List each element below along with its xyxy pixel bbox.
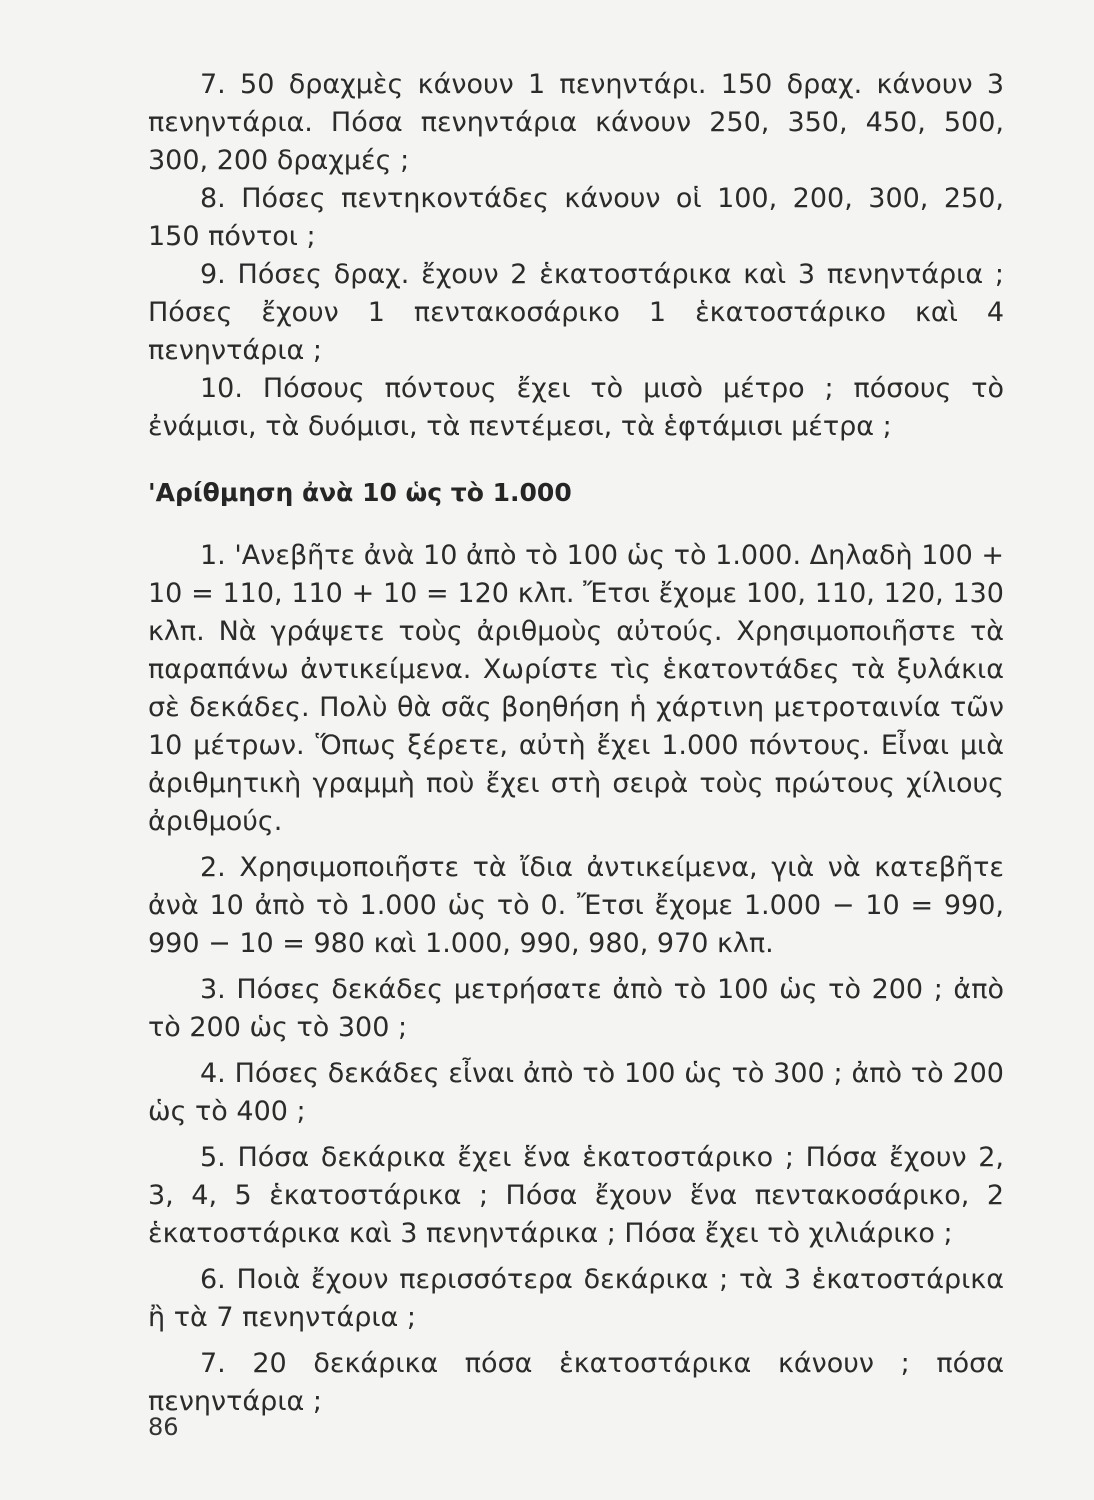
exercise-3-tens: 3. Πόσες δεκάδες μετρήσατε ἀπὸ τὸ 100 ὡς τὸ 200 ; ἀπὸ τὸ 200 ὡς τὸ 300 ;	[148, 974, 1004, 1043]
section-heading: 'Αρίθμηση ἀνὰ 10 ὡς τὸ 1.000	[148, 478, 572, 507]
exercise-9-drachmas: 9. Πόσες δραχ. ἔχουν 2 ἑκατοστάρικα καὶ 3 πενηντάρια ; Πόσες ἔχουν 1 πεντακοσάρικο 1 ἑκατοστάρικο καὶ 4 πενηντάρια ;	[148, 259, 1004, 366]
exercises-section-top	[148, 66, 1004, 446]
page-number: 86	[148, 1413, 179, 1441]
exercise-8-fifties: 8. Πόσες πεντηκοντάδες κάνουν οἱ 100, 200, 300, 250, 150 πόντοι ;	[148, 183, 1004, 252]
exercise-7-money: 7. 50 δραχμὲς κάνουν 1 πενηντάρι. 150 δραχ. κάνουν 3 πενηντάρια. Πόσα πενηντάρια κάνουν 250, 350, 450, 500, 300, 200 δραχμές ;	[148, 69, 1004, 176]
exercise-4-tens: 4. Πόσες δεκάδες εἶναι ἀπὸ τὸ 100 ὡς τὸ 300 ; ἀπὸ τὸ 200 ὡς τὸ 400 ;	[148, 1058, 1004, 1127]
exercise-1-count-up: 1. 'Ανεβῆτε ἀνὰ 10 ἀπὸ τὸ 100 ὡς τὸ 1.000. Δηλαδὴ 100 + 10 = 110, 110 + 10 = 120 κλπ. Ἔτσι ἔχομε 100, 110, 120, 130 κλπ. Νὰ γράψετε τοὺς ἀριθμοὺς αὐτούς. Χρησιμοποιῆστε τὰ παραπάνω ἀντικείμενα. Χωρίστε τὶς ἑκατοντάδες τὰ ξυλάκια σὲ δεκάδες. Πολὺ θὰ σᾶς βοηθήση ἡ χάρτινη μετροταινία τῶν 10 μέτρων. Ὅπως ξέρετε, αὐτὴ ἔχει 1.000 πόντους. Εἶναι μιὰ ἀριθμητικὴ γραμμὴ ποὺ ἔχει στὴ σειρὰ τοὺς πρώτους χίλιους ἀριθμούς.	[148, 540, 1004, 837]
exercise-7-convert: 7. 20 δεκάρικα πόσα ἑκατοστάρικα κάνουν ; πόσα πενηντάρια ;	[148, 1348, 1004, 1417]
exercise-5-ten-notes: 5. Πόσα δεκάρικα ἔχει ἕνα ἑκατοστάρικο ; Πόσα ἔχουν 2, 3, 4, 5 ἑκατοστάρικα ; Πόσα ἔχουν ἕνα πεντακοσάρικο, 2 ἑκατοστάρικα καὶ 3 πενηντάρικα ; Πόσα ἔχει τὸ χιλιάρικο ;	[148, 1142, 1004, 1249]
exercise-2-count-down: 2. Χρησιμοποιῆστε τὰ ἴδια ἀντικείμενα, γιὰ νὰ κατεβῆτε ἀνὰ 10 ἀπὸ τὸ 1.000 ὡς τὸ 0. Ἔτσι ἔχομε 1.000 − 10 = 990, 990 − 10 = 980 καὶ 1.000, 990, 980, 970 κλπ.	[148, 852, 1004, 959]
exercise-6-compare: 6. Ποιὰ ἔχουν περισσότερα δεκάρικα ; τὰ 3 ἑκατοστάρικα ἢ τὰ 7 πενηντάρια ;	[148, 1264, 1004, 1333]
exercises-section-counting	[148, 537, 1004, 1429]
exercise-10-centimeters: 10. Πόσους πόντους ἔχει τὸ μισὸ μέτρο ; πόσους τὸ ἐνάμισι, τὰ δυόμισι, τὰ πεντέμεσι, τὰ ἑφτάμισι μέτρα ;	[148, 373, 1004, 442]
